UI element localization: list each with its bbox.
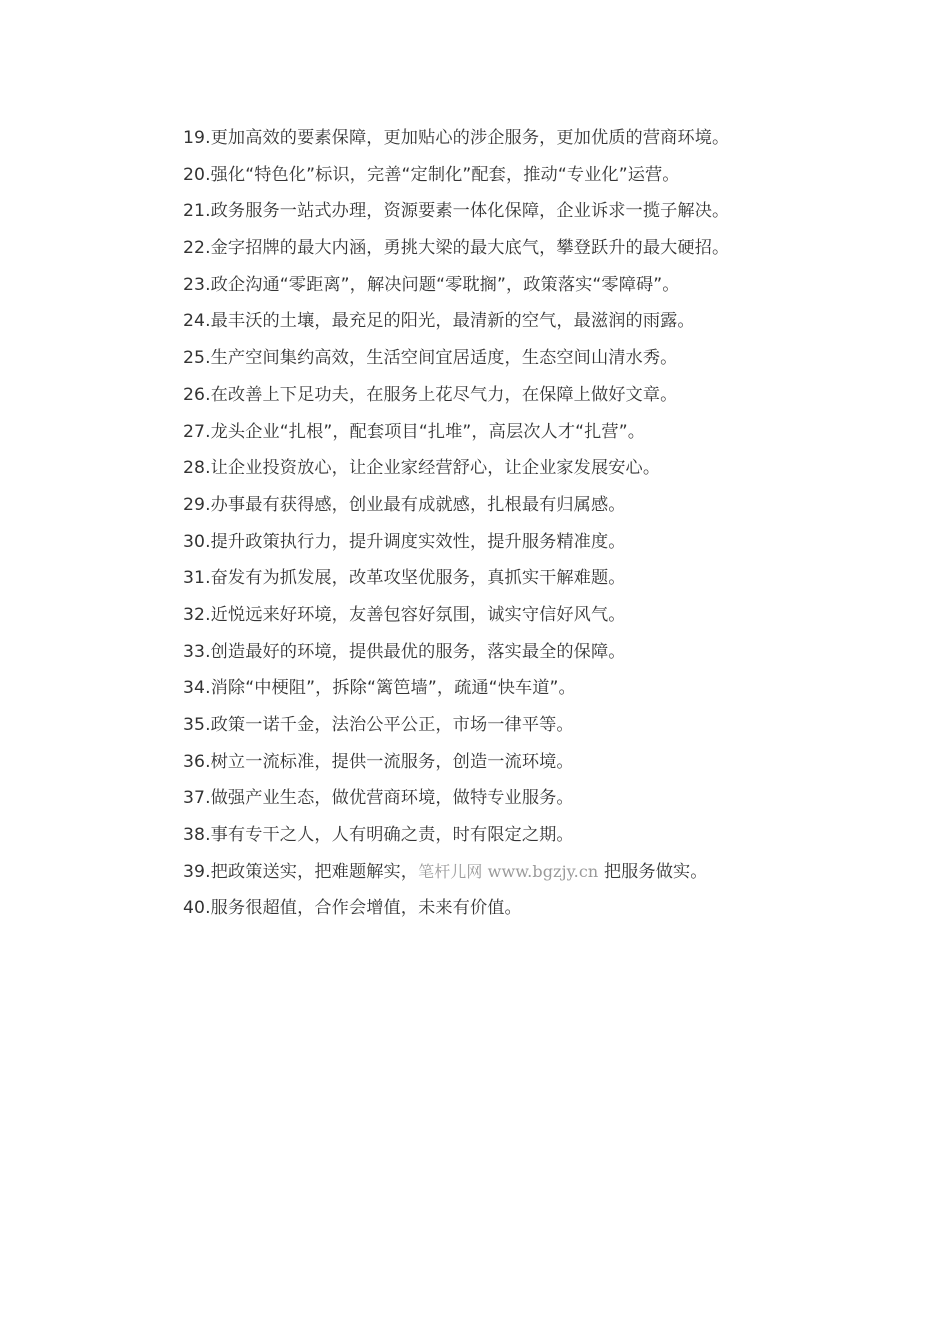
item-number: 20.	[183, 164, 211, 185]
item-number: 19.	[183, 128, 211, 148]
list-item	[183, 747, 923, 784]
item-text-after: 把服务做实。	[598, 861, 708, 882]
item-number: 36.	[183, 751, 211, 772]
list-item	[183, 123, 923, 160]
list-item	[183, 783, 923, 820]
item-text: 树立一流标准，提供一流服务，创造一流环境。	[210, 751, 574, 772]
item-text: 金字招牌的最大内涵，勇挑大梁的最大底气，攀登跃升的最大硬招。	[210, 238, 730, 259]
item-text: 政企沟通“零距离”，解决问题“零耽搁”，政策落实“零障碍”。	[210, 274, 680, 295]
item-number: 29.	[183, 494, 211, 515]
item-text: 提升政策执行力，提升调度实效性，提升服务精准度。	[210, 531, 626, 552]
item-number: 32.	[183, 604, 211, 625]
list-item	[183, 563, 923, 600]
item-text: 近悦远来好环境，友善包容好氛围，诚实守信好风气。	[210, 604, 626, 625]
list-item	[183, 306, 923, 343]
list-item	[183, 343, 923, 380]
item-text: 政策一诺千金，法治公平公正，市场一律平等。	[210, 715, 574, 735]
list-item	[183, 417, 923, 454]
list-item	[183, 160, 923, 197]
item-number: 23.	[183, 274, 211, 295]
item-text: 创造最好的环境，提供最优的服务，落实最全的保障。	[210, 641, 626, 662]
item-number: 35.	[183, 715, 211, 735]
list-item	[183, 637, 923, 674]
watermark-text: 笔杆儿网 www.bgzjy.cn	[418, 861, 599, 881]
item-text: 最丰沃的土壤，最充足的阳光，最清新的空气，最滋润的雨露。	[210, 311, 695, 332]
list-item	[183, 600, 923, 637]
list-item-with-watermark	[183, 857, 923, 894]
item-text: 服务很超值，合作会增值，未来有价值。	[210, 898, 522, 919]
item-number: 30.	[183, 531, 211, 552]
item-text: 奋发有为抓发展，改革攻坚优服务，真抓实干解难题。	[210, 568, 626, 589]
list-item	[183, 453, 923, 490]
item-text: 在改善上下足功夫，在服务上花尽气力，在保障上做好文章。	[210, 384, 678, 405]
list-item	[183, 673, 923, 710]
item-number: 27.	[183, 421, 211, 442]
list-item	[183, 233, 923, 270]
item-text: 消除“中梗阻”，拆除“篱笆墙”，疏通“快车道”。	[210, 678, 576, 699]
item-number: 34.	[183, 678, 211, 699]
slogan-list	[183, 123, 923, 930]
item-number: 25.	[183, 348, 211, 369]
item-text: 做强产业生态，做优营商环境，做特专业服务。	[210, 788, 574, 809]
list-item	[183, 380, 923, 417]
item-text: 办事最有获得感，创业最有成就感，扎根最有归属感。	[210, 494, 626, 515]
item-number: 38.	[183, 825, 211, 846]
list-item	[183, 270, 923, 307]
item-number: 37.	[183, 788, 211, 809]
list-item	[183, 820, 923, 857]
list-item	[183, 527, 923, 564]
item-number: 31.	[183, 568, 211, 589]
item-number: 22.	[183, 238, 211, 259]
item-number: 39.	[183, 861, 211, 882]
item-number: 26.	[183, 384, 211, 405]
item-number: 28.	[183, 458, 211, 479]
list-item	[183, 490, 923, 527]
item-number: 24.	[183, 311, 211, 332]
item-text: 强化“特色化”标识，完善“定制化”配套，推动“专业化”运营。	[210, 164, 680, 185]
item-number: 33.	[183, 641, 211, 662]
item-text: 生产空间集约高效，生活空间宜居适度，生态空间山清水秀。	[210, 348, 678, 369]
item-text-before: 把政策送实，把难题解实，	[210, 861, 419, 882]
item-text: 让企业投资放心，让企业家经营舒心，让企业家发展安心。	[210, 458, 661, 479]
item-text: 事有专干之人，人有明确之责，时有限定之期。	[210, 825, 574, 846]
item-number: 21.	[183, 201, 211, 222]
item-text: 龙头企业“扎根”，配套项目“扎堆”，高层次人才“扎营”。	[210, 421, 645, 442]
item-text: 政务服务一站式办理，资源要素一体化保障，企业诉求一揽子解决。	[210, 201, 730, 222]
list-item	[183, 710, 923, 747]
list-item	[183, 893, 923, 930]
list-item	[183, 196, 923, 233]
item-number: 40.	[183, 898, 211, 919]
item-text: 更加高效的要素保障，更加贴心的涉企服务，更加优质的营商环境。	[210, 128, 730, 148]
